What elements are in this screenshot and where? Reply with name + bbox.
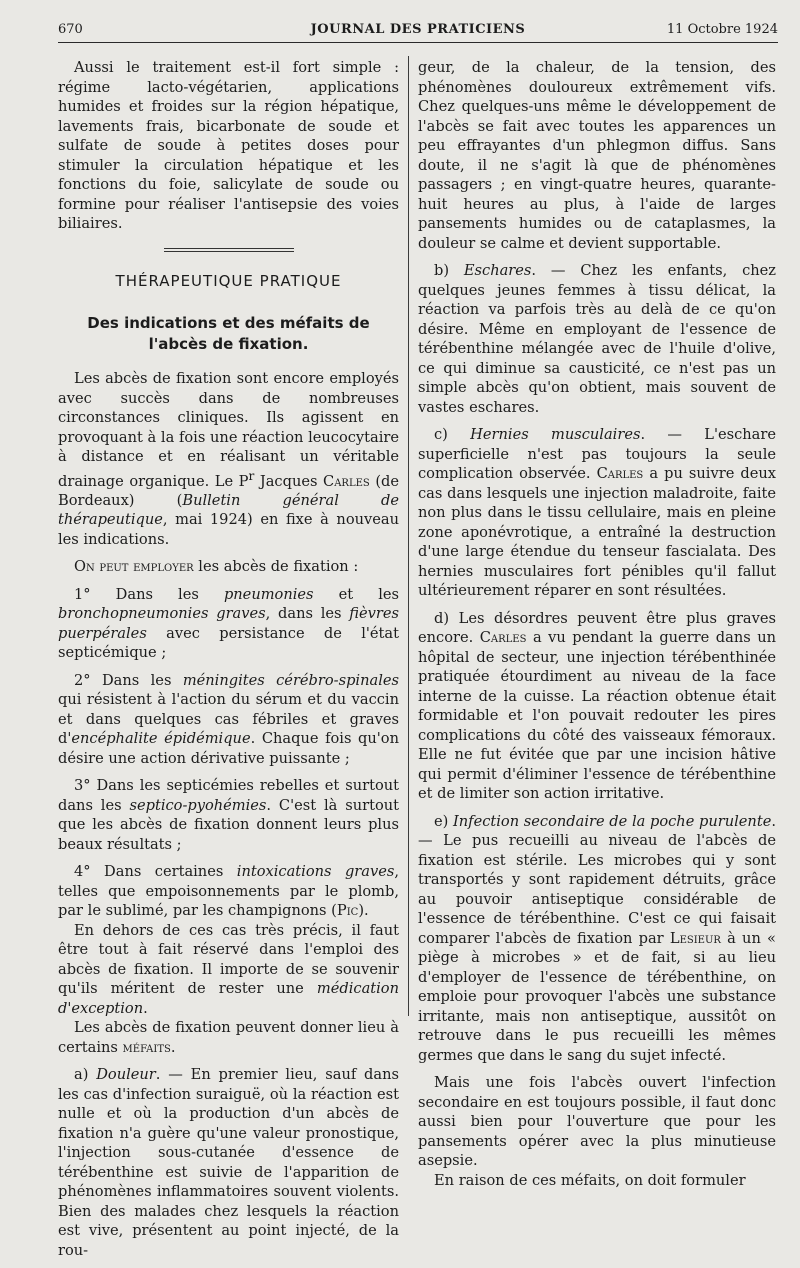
paragraph-mefaits: Les abcès de fixation peuvent donner lieu à certains méfaits. — [58, 1019, 399, 1056]
paragraph-hernies: c) Hernies musculaires. — L'eschare superficielle n'est pas toujours la seule complication observée. Carles a pu suivre deux cas dans lesquels une injection maladroite, faite non plus dans le tissu cellulaire, mais en pleine zone aponévrotique, a entraîné la destruction d'une large étendue du tenseur fascialata. Des hernies musculaires fort pénibles qu'il fallut ultérieurement réparer en sont résultées. — [418, 426, 776, 599]
section-separator — [164, 248, 294, 252]
article-title: Des indications et des méfaits de l'abcès de fixation. — [87, 314, 370, 353]
paragraph-intro-abces: Les abcès de fixation sont encore employés avec succès dans de nombreuses circonstances cliniques. Ils agissent en provoquant à la fois une réaction leucocytaire à distance et en réalisant un véritable drainage organique. Le $P^r$ Jacques Carles (de Bordeaux) (Bulletin général de thérapeutique, mai 1924) en fixe à nouveau les indications. — [58, 370, 400, 548]
indication-3: 3° Dans les septicémies rebelles et surtout dans les septico-pyohémies. C'est là surtout que les abcès de fixation donnent leurs plus beaux résultats ; — [58, 777, 399, 853]
reference-title: Bulletin général de thérapeutique — [58, 491, 400, 529]
column-divider — [408, 56, 409, 1016]
page-header — [58, 22, 778, 43]
paragraph-mais: Mais une fois l'abcès ouvert l'infection secondaire en est toujours possible, il faut donc aussi bien pour l'ouverture que pour les pansements opérer avec la plus minutieuse asepsie. — [418, 1074, 776, 1169]
issue-date: 11 Octobre 1924 — [666, 22, 778, 37]
paragraph-en-raison: En raison de ces méfaits, on doit formuler — [434, 1171, 746, 1189]
intro-paragraph: Aussi le traitement est-il fort simple : régime lacto-végétarien, applications humides et froides sur la région hépatique, lavements frais, bicarbonate de soude et sulfate de soude à petites doses pour stimuler la circulation hépatique et les fonctions du foie, salicylate de soude ou formine pour réaliser l'antisepsie des voies biliaires. — [58, 59, 399, 232]
indication-1: 1° Dans les pneumonies et les bronchopneumonies graves, dans les fièvres puerpérales avec persistance de l'état septicémique ; — [58, 585, 400, 662]
paragraph-eschares: b) Eschares. — Chez les enfants, chez quelques jeunes femmes à tissu délicat, la réaction va parfois très au delà de ce qu'on désire. Même en employant de l'essence de térébenthine mélangée avec de l'huile d'olive, ce qui diminue sa causticité, ce n'est pas un simple abcès qu'on obtient, mais souvent de vastes eschares. — [418, 262, 776, 416]
journal-title: JOURNAL DES PRATICIENS — [310, 22, 526, 37]
section-title: THÉRAPEUTIQUE PRATIQUE — [115, 271, 342, 290]
paragraph-douleur-continued: geur, de la chaleur, de la tension, des phénomènes douloureux extrêmement vifs. Chez quelques-uns même le développement de l'abcès se fait avec toutes les apparences un peu effrayantes d'un phlegmon diffus. Sans doute, il ne s'agit là que de phénomènes passagers ; en vingt-quatre heures, quarante-huit heures au plus, à l'aide de larges pansements humides ou de cataplasmes, la douleur se calme et devient supportable. — [418, 59, 776, 252]
author-name: Carles — [323, 472, 370, 490]
paragraph-on-peut: On peut employer les abcès de fixation : — [74, 558, 359, 576]
paragraph-desordres: d) Les désordres peuvent être plus graves encore. Carles a vu pendant la guerre dans un hôpital de secteur, une injection térébenthinée pratiquée étourdiment au niveau de la face interne de la cuisse. La réaction obtenue était formidable et l'on pouvait redouter les pires complications du côté des vaisseaux fémoraux. Elle ne fut évitée que par une incision hâtive qui permit d'éliminer l'essence de térébenthine et de limiter son action irritative. — [418, 609, 776, 802]
paragraph-douleur: a) Douleur. — En premier lieu, sauf dans les cas d'infection suraiguë, où la réaction est nulle et où la production d'un abcès de fixation n'a guère qu'une valeur pronostique, l'injection sous-cutanée d'essence de térébenthine est suivie de l'apparition de phénomènes inflammatoires souvent violents. Bien des malades chez lesquels la réaction est vive, présentent au point injecté, de la rou- — [58, 1066, 399, 1259]
indication-2: 2° Dans les méningites cérébro-spinales qui résistent à l'action du sérum et du vaccin et dans quelques cas fébriles et graves d'encéphalite épidémique. Chaque fois qu'on désire une action dérivative puissante ; — [58, 671, 399, 767]
indication-4: 4° Dans certaines intoxications graves, telles que empoisonnements par le plomb, par le sublimé, par les champignons (Pic). — [58, 863, 399, 920]
paragraph-en-dehors: En dehors de ces cas très précis, il faut être tout à fait réservé dans l'emploi des abcès de fixation. Il importe de se souvenir qu'ils méritent de rester une médication d'exception. — [58, 921, 399, 1017]
page-number: 670 — [58, 22, 83, 37]
right-column — [418, 58, 776, 1198]
left-column — [58, 58, 399, 1268]
paragraph-infection: e) Infection secondaire de la poche purulente. — Le pus recueilli au niveau de l'abcès de fixation est stérile. Les microbes qui y sont transportés y sont rapidement détruits, grâce au pouvoir antiseptique considérable de l'essence de térébenthine. C'est ce qui faisait comparer l'abcès de fixation par Lesieur à un « piège à microbes » et de fait, si au lieu d'employer de l'essence de térébenthine, on emploie pour provoquer l'abcès une substance irritante, mais non antiseptique, aussitôt on retrouve dans le pus recueilli les mêmes germes que dans le sang du sujet infecté. — [418, 812, 776, 1064]
